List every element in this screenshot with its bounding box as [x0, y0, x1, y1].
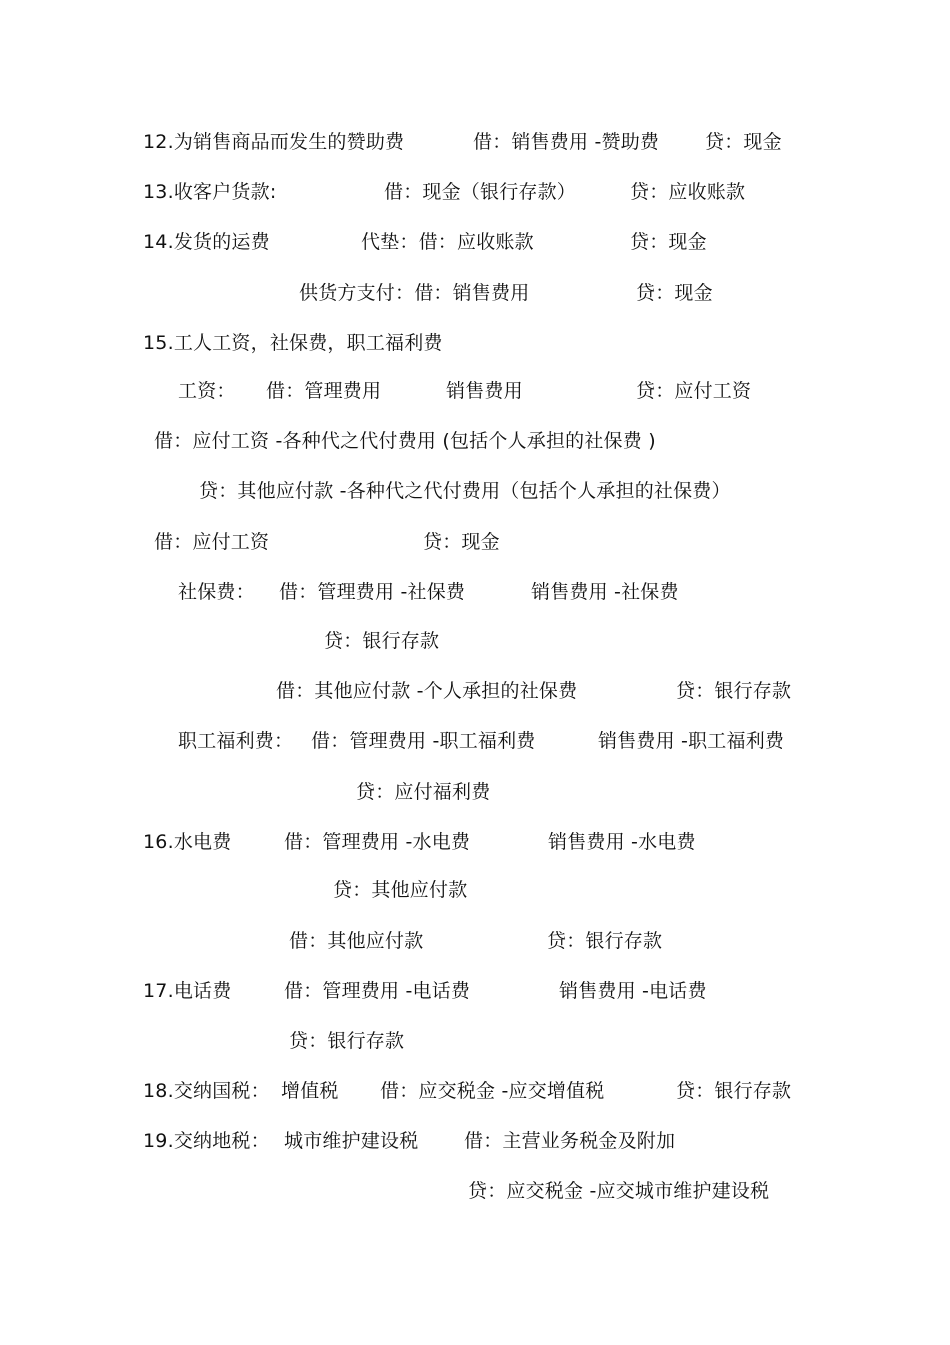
welfare-credit: 贷：应付福利费 [356, 781, 491, 803]
welfare-label: 职工福利费： [178, 730, 294, 752]
wages-credit: 贷：应付工资 [636, 380, 752, 402]
entry-16-debit: 借：管理费用 -水电费 [284, 831, 471, 853]
wages-payment-credit: 贷：现金 [423, 531, 500, 553]
social-insurance-debit: 借：管理费用 -社保费 [279, 581, 466, 603]
social-insurance-personal-credit: 贷：银行存款 [676, 680, 792, 702]
entry-18-tax-type: 增值税 [281, 1080, 339, 1102]
welfare-debit: 借：管理费用 -职工福利费 [311, 730, 536, 752]
social-insurance-credit: 贷：银行存款 [324, 630, 440, 652]
entry-17-credit: 贷：银行存款 [289, 1030, 405, 1052]
entry-16-credit: 贷：其他应付款 [333, 879, 468, 901]
wages-payment-debit: 借：应付工资 [154, 531, 270, 553]
wages-debit: 借：管理费用 [266, 380, 382, 402]
wages-withholding-credit: 贷：其他应付款 -各种代之代付费用（包括个人承担的社保费） [199, 480, 731, 502]
wages-label: 工资： [178, 380, 236, 402]
entry-13-debit: 借：现金（银行存款） [384, 181, 577, 203]
entry-19-title: 19.交纳地税： [143, 1130, 270, 1152]
entry-13-credit: 贷：应收账款 [630, 181, 746, 203]
entry-14-supplier-credit: 贷：现金 [636, 282, 713, 304]
social-insurance-debit-sales: 销售费用 -社保费 [531, 581, 679, 603]
entry-18-credit: 贷：银行存款 [676, 1080, 792, 1102]
entry-13-title: 13.收客户货款: [143, 181, 277, 203]
social-insurance-label: 社保费： [178, 581, 255, 603]
entry-16-payment-debit: 借：其他应付款 [289, 930, 424, 952]
entry-19-credit: 贷：应交税金 -应交城市维护建设税 [468, 1180, 770, 1202]
wages-withholding-debit: 借：应付工资 -各种代之代付费用 (包括个人承担的社保费 ) [154, 430, 656, 452]
entry-14-supplier-debit: 供货方支付：借：销售费用 [299, 282, 530, 304]
social-insurance-personal-debit: 借：其他应付款 -个人承担的社保费 [276, 680, 578, 702]
entry-16-payment-credit: 贷：银行存款 [547, 930, 663, 952]
entry-12-title: 12.为销售商品而发生的赞助费 [143, 131, 405, 153]
entry-18-title: 18.交纳国税： [143, 1080, 270, 1102]
entry-12-credit: 贷：现金 [705, 131, 782, 153]
entry-17-title: 17.电话费 [143, 980, 232, 1002]
entry-14-advance-debit: 代垫：借：应收账款 [361, 231, 534, 253]
entry-15-title: 15.工人工资，社保费，职工福利费 [143, 332, 443, 354]
wages-debit-sales: 销售费用 [446, 380, 523, 402]
entry-14-advance-credit: 贷：现金 [630, 231, 707, 253]
welfare-debit-sales: 销售费用 -职工福利费 [598, 730, 785, 752]
entry-16-debit-sales: 销售费用 -水电费 [548, 831, 696, 853]
entry-19-debit: 借：主营业务税金及附加 [464, 1130, 676, 1152]
entry-16-title: 16.水电费 [143, 831, 232, 853]
entry-17-debit: 借：管理费用 -电话费 [284, 980, 471, 1002]
entry-17-debit-sales: 销售费用 -电话费 [559, 980, 707, 1002]
entry-12-debit: 借：销售费用 -赞助费 [473, 131, 660, 153]
entry-18-debit: 借：应交税金 -应交增值税 [380, 1080, 605, 1102]
entry-14-title: 14.发货的运费 [143, 231, 270, 253]
entry-19-tax-type: 城市维护建设税 [284, 1130, 419, 1152]
